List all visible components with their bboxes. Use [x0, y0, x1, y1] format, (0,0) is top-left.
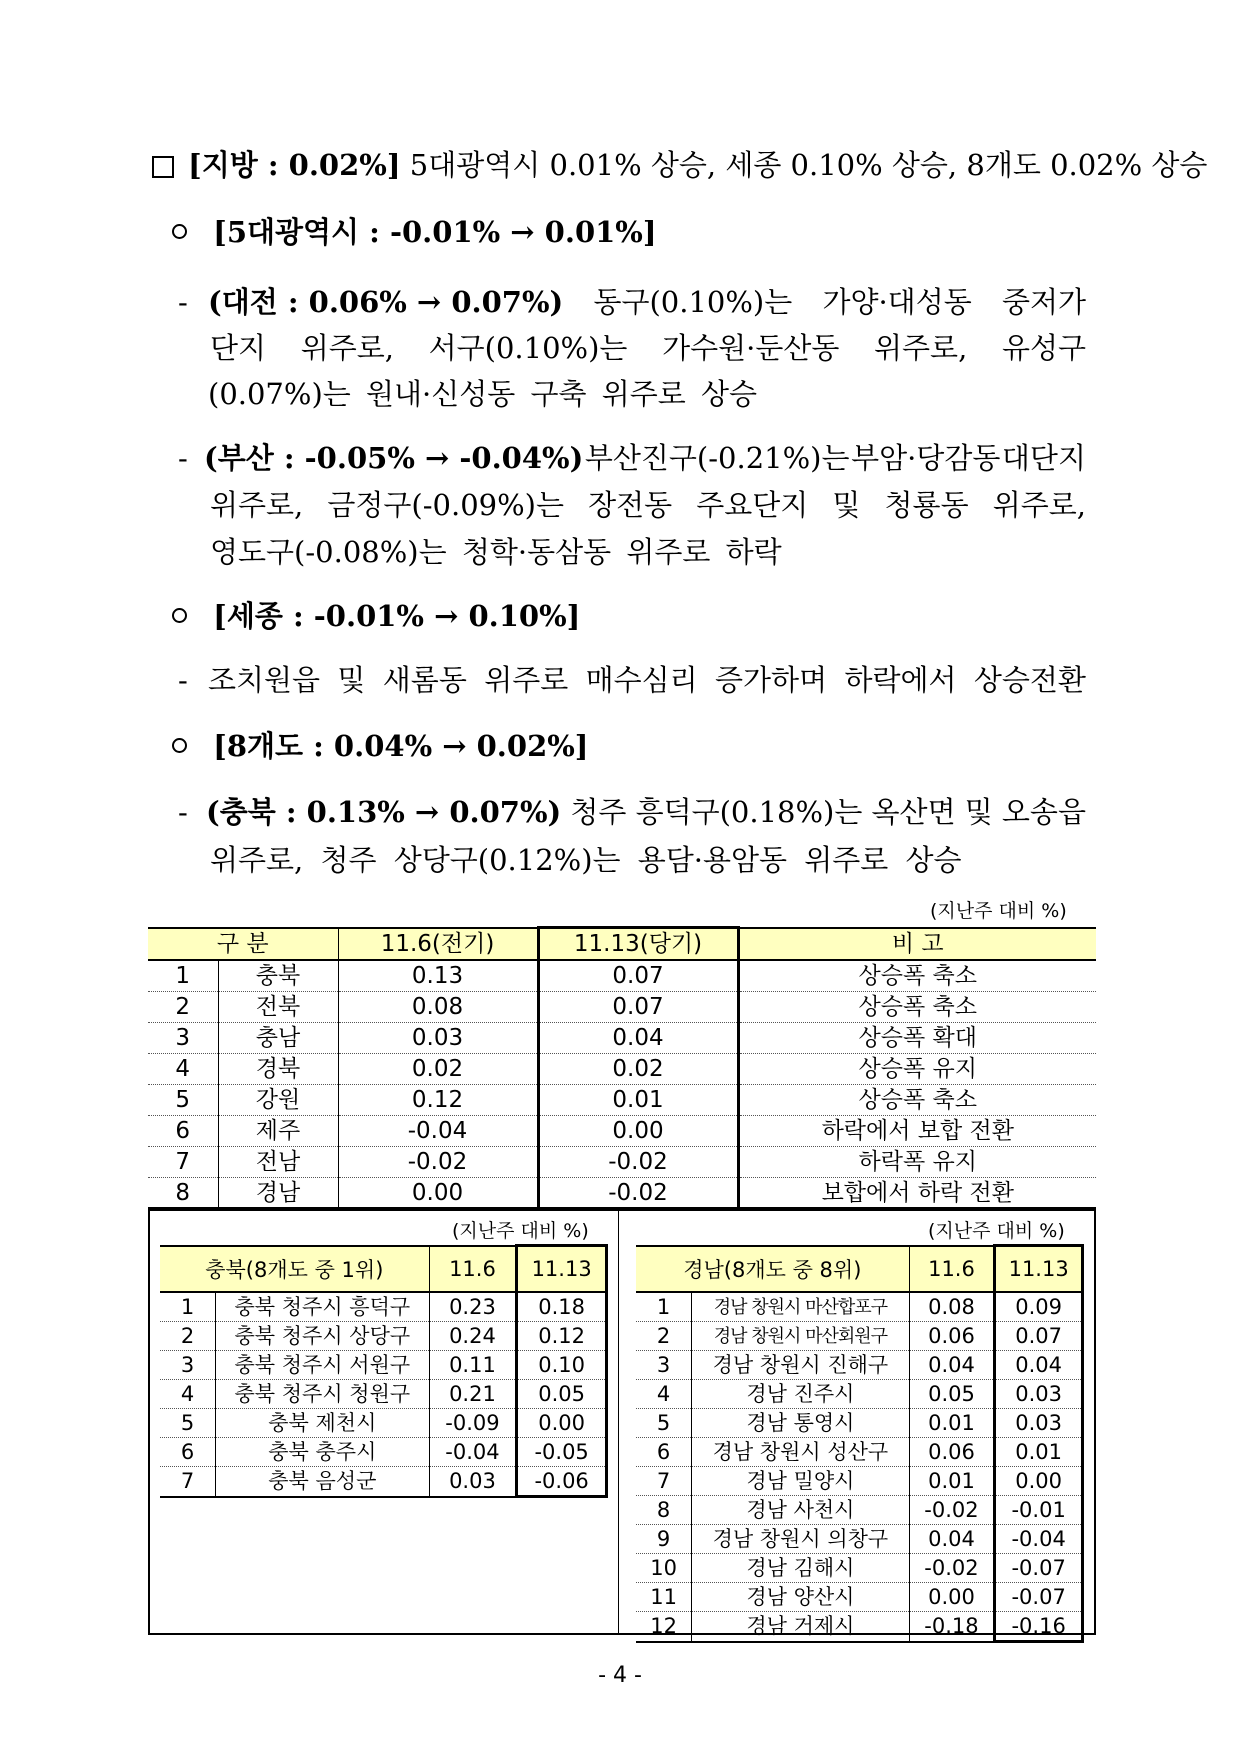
prev-cell: 0.08: [909, 1292, 995, 1322]
text-word: 위주로,: [992, 488, 1086, 522]
table-header-row: [636, 1246, 1083, 1293]
prev-cell: 0.06: [909, 1438, 995, 1467]
rank-cell: 2: [636, 1322, 692, 1351]
current-cell: 0.01: [995, 1438, 1083, 1467]
text-word: 가수원·둔산동: [662, 331, 840, 365]
table-row: [160, 1467, 607, 1497]
prev-cell: -0.04: [429, 1438, 517, 1467]
heading-bracket: [지방 : 0.02%]: [188, 148, 401, 182]
sejong-title: [세종 : -0.01% → 0.10%]: [213, 599, 581, 633]
rank-cell: 5: [160, 1409, 216, 1438]
remark-cell: 하락에서 보합 전환: [738, 1116, 1096, 1147]
district-cell: 경남 통영시: [692, 1409, 910, 1438]
text-word: 하락에서: [844, 663, 957, 697]
page-number: - 4 -: [598, 1663, 642, 1688]
text-word: 부암·당감동: [851, 441, 1001, 475]
table-row: [636, 1554, 1083, 1583]
table-row: [160, 1438, 607, 1467]
prev-cell: 0.24: [429, 1322, 517, 1351]
rank-cell: 2: [148, 992, 218, 1023]
current-cell: 0.05: [517, 1380, 607, 1409]
table-header-row: [160, 1246, 607, 1293]
prev-cell: -0.02: [909, 1496, 995, 1525]
rank-cell: 1: [148, 960, 218, 992]
busan-line-2: [210, 485, 1086, 525]
rank-cell: 8: [636, 1496, 692, 1525]
text-word: 조치원읍: [208, 663, 321, 697]
district-cell: 충북 청주시 청원구: [216, 1380, 430, 1409]
text-word: 및: [832, 488, 861, 522]
prev-cell: -0.09: [429, 1409, 517, 1438]
dash-bullet: -: [178, 795, 188, 829]
district-cell: 경남 창원시 성산구: [692, 1438, 910, 1467]
prev-cell: 0.13: [338, 960, 538, 992]
text-word: 새롬동: [382, 663, 467, 697]
prev-cell: -0.02: [338, 1147, 538, 1178]
rank-cell: 2: [160, 1322, 216, 1351]
prev-cell: 0.00: [338, 1178, 538, 1210]
district-cell: 경남 창원시 마산합포구: [692, 1292, 910, 1322]
busan-line-1: [204, 438, 1086, 478]
region-cell: 강원: [218, 1085, 338, 1116]
text-word: 및: [337, 663, 366, 697]
current-cell: 0.00: [538, 1116, 738, 1147]
subsection-title-metro: [172, 212, 657, 252]
rank-cell: 6: [636, 1438, 692, 1467]
checkbox-square-icon: [152, 156, 174, 178]
header-current: 11.13(당기): [538, 928, 738, 961]
text-word: 및: [964, 795, 993, 829]
text-word: 증가하며: [715, 663, 828, 697]
current-cell: 0.12: [517, 1322, 607, 1351]
district-cell: 경남 창원시 진해구: [692, 1351, 910, 1380]
table-row: [636, 1496, 1083, 1525]
table-row: [636, 1409, 1083, 1438]
remark-cell: 보합에서 하락 전환: [738, 1178, 1096, 1210]
prev-cell: 0.21: [429, 1380, 517, 1409]
region-cell: 경남: [218, 1178, 338, 1210]
text-word: 위주로,: [300, 331, 394, 365]
table-row: [160, 1322, 607, 1351]
remark-cell: 상승폭 축소: [738, 1085, 1096, 1116]
heading-text: 5대광역시 0.01% 상승, 세종 0.10% 상승, 8개도 0.02% 상승: [400, 148, 1208, 182]
text-word: 상승전환: [973, 663, 1086, 697]
table-row: [636, 1583, 1083, 1612]
current-cell: 0.00: [517, 1409, 607, 1438]
province-summary-table: [148, 926, 1096, 1211]
busan-line-3: 영도구(-0.08%)는 청학·동삼동 위주로 하락: [210, 535, 782, 569]
rank-cell: 5: [148, 1085, 218, 1116]
current-cell: 0.03: [995, 1409, 1083, 1438]
table-row: [636, 1438, 1083, 1467]
table-row: [160, 1292, 607, 1322]
remark-cell: 하락폭 유지: [738, 1147, 1096, 1178]
prev-cell: 0.03: [338, 1023, 538, 1054]
current-cell: 0.00: [995, 1467, 1083, 1496]
current-cell: -0.01: [995, 1496, 1083, 1525]
header-prev: 11.6: [909, 1246, 995, 1293]
district-cell: 충북 청주시 흥덕구: [216, 1292, 430, 1322]
prev-cell: 0.11: [429, 1351, 517, 1380]
rank-cell: 7: [160, 1467, 216, 1497]
rank-cell: 4: [636, 1380, 692, 1409]
prev-cell: 0.23: [429, 1292, 517, 1322]
district-cell: 경남 창원시 의창구: [692, 1525, 910, 1554]
text-word: 가양·대성동: [822, 285, 972, 319]
table-row: [636, 1467, 1083, 1496]
table-row: [636, 1322, 1083, 1351]
district-cell: 경남 양산시: [692, 1583, 910, 1612]
rank-cell: 9: [636, 1525, 692, 1554]
left-table-unit-label: (지난주 대비 %): [452, 1220, 589, 1242]
sejong-line-1: [208, 660, 1086, 700]
current-cell: 0.02: [538, 1054, 738, 1085]
text-word: 유성구: [1001, 331, 1086, 365]
district-cell: 경남 창원시 마산회원구: [692, 1322, 910, 1351]
region-cell: 충남: [218, 1023, 338, 1054]
text-word: 대단지: [1001, 441, 1086, 475]
section-heading: [152, 145, 1207, 185]
current-cell: -0.02: [538, 1147, 738, 1178]
rank-cell: 6: [160, 1438, 216, 1467]
text-word: 금정구(-0.09%)는: [327, 488, 564, 522]
current-cell: 0.01: [538, 1085, 738, 1116]
table-row: [148, 1147, 1096, 1178]
circle-bullet-icon: [172, 608, 187, 623]
subsection-title-sejong: [172, 596, 580, 636]
busan-label: (부산 : -0.05% → -0.04%): [204, 441, 584, 475]
text-word: 위주로,: [874, 331, 968, 365]
table-row: [160, 1380, 607, 1409]
rank-cell: 11: [636, 1583, 692, 1612]
table-row: [148, 992, 1096, 1023]
text-word: 주요단지: [696, 488, 809, 522]
rank-cell: 3: [636, 1351, 692, 1380]
prev-cell: 0.05: [909, 1380, 995, 1409]
table-row: [636, 1612, 1083, 1642]
subsection-title-provinces: [172, 726, 589, 766]
table-row: [160, 1351, 607, 1380]
table-unit-label: (지난주 대비 %): [930, 900, 1067, 922]
district-cell: 충북 청주시 서원구: [216, 1351, 430, 1380]
region-cell: 제주: [218, 1116, 338, 1147]
prev-cell: 0.00: [909, 1583, 995, 1612]
current-cell: -0.02: [538, 1178, 738, 1210]
district-cell: 충북 음성군: [216, 1467, 430, 1497]
current-cell: 0.09: [995, 1292, 1083, 1322]
dash-bullet: -: [178, 441, 188, 475]
rank-cell: 6: [148, 1116, 218, 1147]
provinces-title: [8개도 : 0.04% → 0.02%]: [213, 729, 589, 763]
text-word: 위주로: [484, 663, 569, 697]
prev-cell: 0.04: [909, 1351, 995, 1380]
district-cell: 충북 제천시: [216, 1409, 430, 1438]
rank-cell: 4: [148, 1054, 218, 1085]
header-prev: 11.6(전기): [338, 928, 538, 961]
chungbuk-line-1: [206, 792, 1086, 832]
text-word: 청룡동: [884, 488, 969, 522]
header-category: 구 분: [148, 928, 338, 961]
text-word: 장전동: [588, 488, 673, 522]
text-word: 서구(0.10%)는: [428, 331, 628, 365]
right-table-unit-label: (지난주 대비 %): [928, 1220, 1065, 1242]
prev-cell: 0.03: [429, 1467, 517, 1497]
rank-cell: 12: [636, 1612, 692, 1642]
district-cell: 충북 충주시: [216, 1438, 430, 1467]
prev-cell: -0.18: [909, 1612, 995, 1642]
circle-bullet-icon: [172, 738, 187, 753]
prev-cell: -0.02: [909, 1554, 995, 1583]
prev-cell: 0.12: [338, 1085, 538, 1116]
remark-cell: 상승폭 확대: [738, 1023, 1096, 1054]
rank-cell: 4: [160, 1380, 216, 1409]
table-row: [636, 1380, 1083, 1409]
current-cell: -0.05: [517, 1438, 607, 1467]
daejeon-line-2: [210, 328, 1086, 368]
rank-cell: 3: [160, 1351, 216, 1380]
header-remark: 비 고: [738, 928, 1096, 961]
district-cell: 경남 진주시: [692, 1380, 910, 1409]
table-row: [148, 1023, 1096, 1054]
remark-cell: 상승폭 축소: [738, 992, 1096, 1023]
prev-cell: 0.01: [909, 1467, 995, 1496]
text-word: 옥산면: [871, 795, 956, 829]
district-cell: 경남 밀양시: [692, 1467, 910, 1496]
prev-cell: -0.04: [338, 1116, 538, 1147]
current-cell: 0.04: [538, 1023, 738, 1054]
district-cell: 경남 거제시: [692, 1612, 910, 1642]
header-region: 경남(8개도 중 8위): [636, 1246, 909, 1293]
text-word: 단지: [210, 331, 267, 365]
text-word: 부산진구(-0.21%)는: [584, 441, 850, 475]
text-word: 오송읍: [1001, 795, 1086, 829]
header-current: 11.13: [517, 1246, 607, 1293]
text-word: 매수심리: [585, 663, 698, 697]
rank-cell: 5: [636, 1409, 692, 1438]
table-row: [636, 1292, 1083, 1322]
district-cell: 경남 사천시: [692, 1496, 910, 1525]
rank-cell: 8: [148, 1178, 218, 1210]
current-cell: -0.07: [995, 1554, 1083, 1583]
region-cell: 경북: [218, 1054, 338, 1085]
table-row: [148, 1178, 1096, 1210]
gyeongnam-detail-table: [636, 1244, 1084, 1643]
chungbuk-detail-table: [160, 1244, 608, 1498]
text-word: 흥덕구(0.18%)는: [635, 795, 863, 829]
daejeon-label: (대전 : 0.06% → 0.07%): [208, 285, 564, 319]
current-cell: 0.07: [995, 1322, 1083, 1351]
prev-cell: 0.01: [909, 1409, 995, 1438]
chungbuk-line-2: 위주로, 청주 상당구(0.12%)는 용담·용암동 위주로 상승: [210, 843, 962, 877]
current-cell: 0.03: [995, 1380, 1083, 1409]
rank-cell: 1: [636, 1292, 692, 1322]
region-cell: 전남: [218, 1147, 338, 1178]
current-cell: -0.04: [995, 1525, 1083, 1554]
table-row: [160, 1409, 607, 1438]
rank-cell: 3: [148, 1023, 218, 1054]
current-cell: 0.10: [517, 1351, 607, 1380]
daejeon-line-3: (0.07%)는 원내·신성동 구축 위주로 상승: [208, 377, 758, 411]
current-cell: -0.16: [995, 1612, 1083, 1642]
current-cell: -0.07: [995, 1583, 1083, 1612]
rank-cell: 1: [160, 1292, 216, 1322]
current-cell: -0.06: [517, 1467, 607, 1497]
prev-cell: 0.02: [338, 1054, 538, 1085]
district-cell: 충북 청주시 상당구: [216, 1322, 430, 1351]
rank-cell: 7: [636, 1467, 692, 1496]
text-word: 동구(0.10%)는: [593, 285, 793, 319]
metro-title: [5대광역시 : -0.01% → 0.01%]: [213, 215, 657, 249]
current-cell: 0.07: [538, 960, 738, 992]
region-cell: 전북: [218, 992, 338, 1023]
table-row: [148, 960, 1096, 992]
text-word: 청주: [570, 795, 627, 829]
table-row: [148, 1085, 1096, 1116]
table-row: [148, 1116, 1096, 1147]
header-current: 11.13: [995, 1246, 1083, 1293]
table-row: [636, 1351, 1083, 1380]
region-cell: 충북: [218, 960, 338, 992]
current-cell: 0.04: [995, 1351, 1083, 1380]
chungbuk-label: (충북 : 0.13% → 0.07%): [206, 795, 562, 829]
prev-cell: 0.04: [909, 1525, 995, 1554]
prev-cell: 0.08: [338, 992, 538, 1023]
rank-cell: 10: [636, 1554, 692, 1583]
dash-bullet: -: [178, 663, 188, 697]
district-cell: 경남 김해시: [692, 1554, 910, 1583]
rank-cell: 7: [148, 1147, 218, 1178]
current-cell: 0.07: [538, 992, 738, 1023]
dash-bullet: -: [178, 285, 188, 319]
table-row: [636, 1525, 1083, 1554]
table-row: [148, 1054, 1096, 1085]
text-word: 위주로,: [210, 488, 304, 522]
circle-bullet-icon: [172, 224, 187, 239]
frame-divider: [618, 1207, 619, 1635]
current-cell: 0.18: [517, 1292, 607, 1322]
text-word: 중저가: [1001, 285, 1086, 319]
daejeon-line-1: [208, 282, 1086, 322]
prev-cell: 0.06: [909, 1322, 995, 1351]
table-header-row: [148, 928, 1096, 961]
remark-cell: 상승폭 축소: [738, 960, 1096, 992]
remark-cell: 상승폭 유지: [738, 1054, 1096, 1085]
header-prev: 11.6: [429, 1246, 517, 1293]
header-region: 충북(8개도 중 1위): [160, 1246, 429, 1293]
